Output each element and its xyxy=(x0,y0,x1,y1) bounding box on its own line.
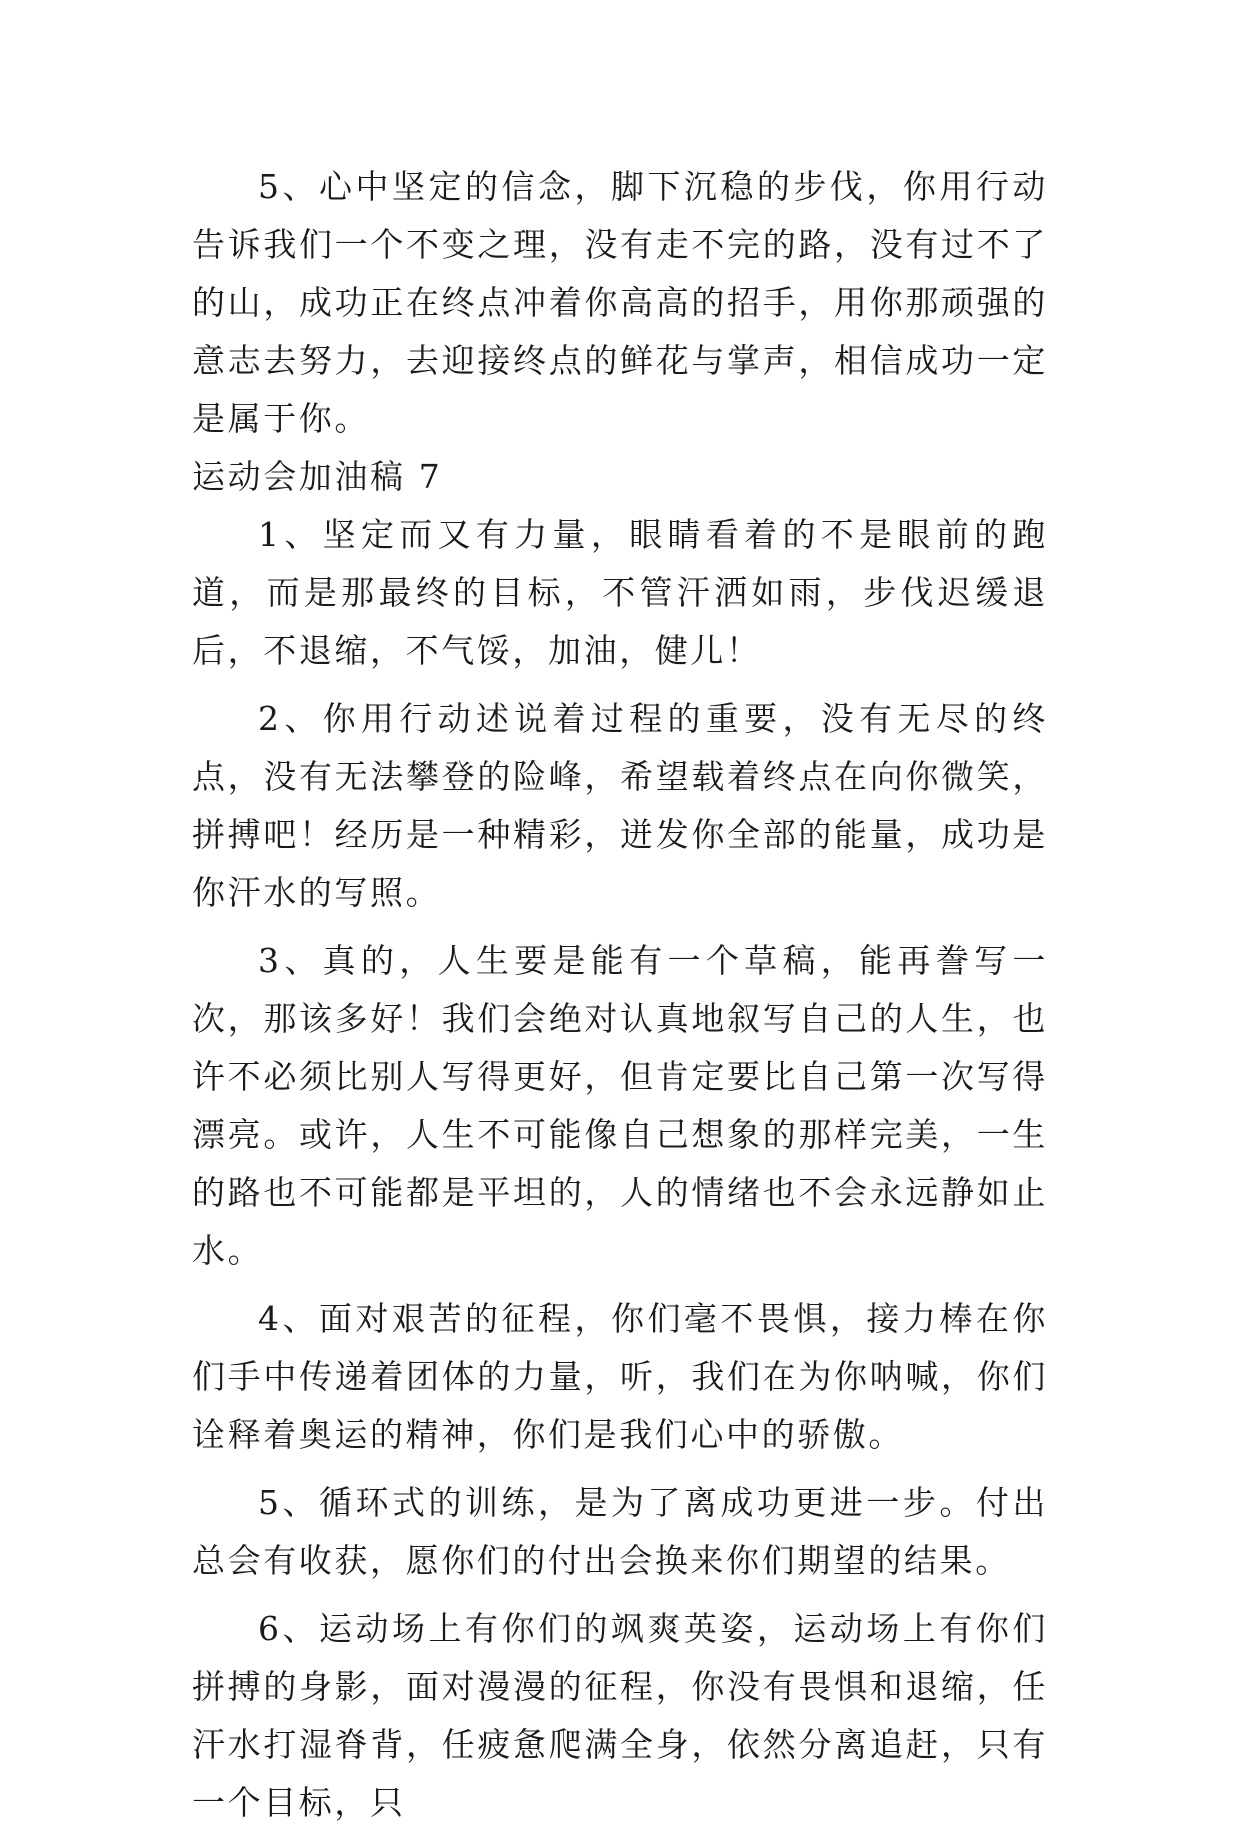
paragraph-4: 4、面对艰苦的征程，你们毫不畏惧，接力棒在你们手中传递着团体的力量，听，我们在为你呐喊，你们诠释着奥运的精神，你们是我们心中的骄傲。 xyxy=(192,1299,1048,1454)
paragraph-2: 2、你用行动述说着过程的重要，没有无尽的终点，没有无法攀登的险峰，希望载着终点在向你微笑，拼搏吧！经历是一种精彩，迸发你全部的能量，成功是你汗水的写照。 xyxy=(192,699,1048,912)
paragraph-1: 1、坚定而又有力量，眼睛看着的不是眼前的跑道，而是那最终的目标，不管汗洒如雨，步伐迟缓退后，不退缩，不气馁，加油，健儿！ xyxy=(192,515,1048,670)
intro-paragraph: 5、心中坚定的信念，脚下沉稳的步伐，你用行动告诉我们一个不变之理，没有走不完的路，没有过不了的山，成功正在终点冲着你高高的招手，用你那顽强的意志去努力，去迎接终点的鲜花与掌声，相信成功一定是属于你。 xyxy=(192,167,1048,438)
paragraph-5: 5、循环式的训练，是为了离成功更进一步。付出总会有收获，愿你们的付出会换来你们期望的结果。 xyxy=(192,1483,1048,1580)
section-title: 运动会加油稿 7 xyxy=(192,457,443,496)
paragraph-3: 3、真的，人生要是能有一个草稿，能再誊写一次，那该多好！我们会绝对认真地叙写自己的人生，也许不必须比别人写得更好，但肯定要比自己第一次写得漂亮。或许，人生不可能像自己想象的那样完美，一生的路也不可能都是平坦的，人的情绪也不会永远静如止水。 xyxy=(192,941,1048,1270)
document-page xyxy=(192,158,1048,1832)
paragraph-6: 6、运动场上有你们的飒爽英姿，运动场上有你们拼搏的身影，面对漫漫的征程，你没有畏惧和退缩，任汗水打湿脊背，任疲惫爬满全身，依然分离追赶，只有一个目标，只 xyxy=(192,1609,1048,1822)
